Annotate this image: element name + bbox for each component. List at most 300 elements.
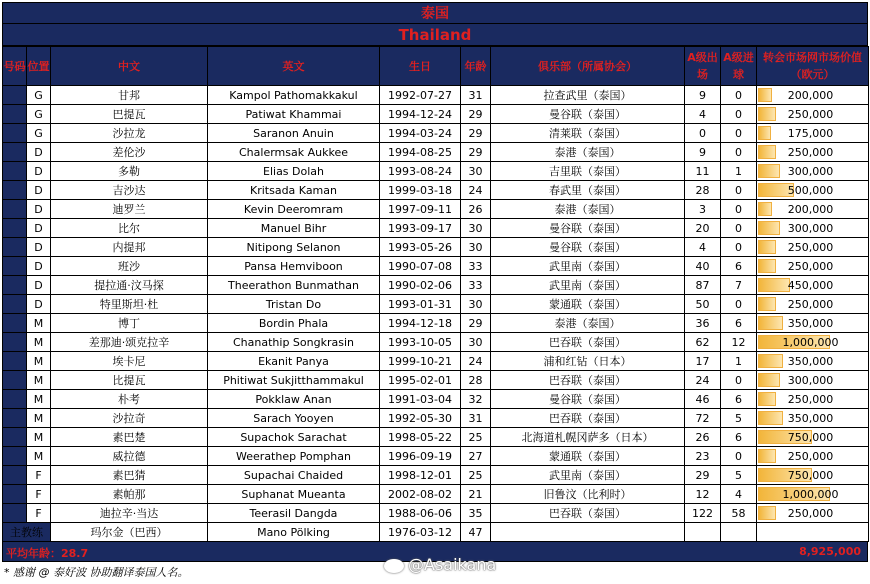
- jersey-number-cell: [3, 409, 27, 428]
- club-cell: 泰港（泰国）: [491, 314, 685, 333]
- market-value-text: 500,000: [787, 183, 834, 197]
- club-cell: 巴吞联（泰国）: [491, 504, 685, 523]
- english-name-cell: Sarach Yooyen: [208, 409, 380, 428]
- birthday-cell: 1993-09-17: [380, 219, 461, 238]
- header-number: 号码: [3, 47, 27, 86]
- player-row: [3, 333, 869, 352]
- header-row: [3, 47, 869, 86]
- english-name-cell: Patiwat Khammai: [208, 105, 380, 124]
- age-cell: 25: [461, 466, 491, 485]
- goals-cell: 1: [721, 352, 757, 371]
- caps-cell: 23: [685, 447, 721, 466]
- credit-note: * 感谢 @ 泰好波 协助翻译泰国人名。: [4, 566, 189, 579]
- market-value-bar: [758, 126, 771, 140]
- player-row: [3, 276, 869, 295]
- age-cell: 35: [461, 504, 491, 523]
- club-cell: 巴吞联（泰国）: [491, 371, 685, 390]
- goals-cell: 1: [721, 162, 757, 181]
- market-value-text: 250,000: [787, 145, 834, 159]
- birthday-cell: 1998-12-01: [380, 466, 461, 485]
- header-caps: A级出场: [685, 47, 721, 86]
- birthday-cell: 1993-10-05: [380, 333, 461, 352]
- market-value-text: 350,000: [787, 411, 834, 425]
- english-name-cell: Teerasil Dangda: [208, 504, 380, 523]
- position-cell: M: [27, 333, 51, 352]
- position-cell: G: [27, 105, 51, 124]
- market-value-text: 300,000: [787, 164, 834, 178]
- chinese-name-cell: 迪拉辛·当达: [51, 504, 208, 523]
- english-name-cell: Bordin Phala: [208, 314, 380, 333]
- coach-row: [3, 523, 869, 542]
- age-cell: 25: [461, 428, 491, 447]
- english-name-cell: Theerathon Bunmathan: [208, 276, 380, 295]
- jersey-number-cell: [3, 352, 27, 371]
- player-row: [3, 105, 869, 124]
- market-value-text: 750,000: [787, 468, 834, 482]
- market-value-text: 175,000: [787, 126, 834, 140]
- birthday-cell: 1998-05-22: [380, 428, 461, 447]
- chinese-name-cell: 素巴楚: [51, 428, 208, 447]
- player-row: [3, 504, 869, 523]
- market-value-cell: [757, 162, 869, 181]
- market-value-bar: [758, 164, 780, 178]
- market-value-cell: [757, 124, 869, 143]
- market-value-bar: [758, 449, 776, 463]
- club-cell: 巴吞联（泰国）: [491, 409, 685, 428]
- market-value-cell: [757, 371, 869, 390]
- market-value-cell: [757, 257, 869, 276]
- club-cell: 武里南（泰国）: [491, 276, 685, 295]
- birthday-cell: 1993-05-26: [380, 238, 461, 257]
- age-cell: 32: [461, 390, 491, 409]
- chinese-name-cell: 比尔: [51, 219, 208, 238]
- jersey-number-cell: [3, 124, 27, 143]
- goals-cell: 58: [721, 504, 757, 523]
- chinese-name-cell: 差伦沙: [51, 143, 208, 162]
- market-value-cell: [757, 466, 869, 485]
- player-row: [3, 352, 869, 371]
- jersey-number-cell: [3, 238, 27, 257]
- caps-cell: 26: [685, 428, 721, 447]
- coach-empty-cell: [721, 523, 757, 542]
- market-value-bar: [758, 221, 780, 235]
- jersey-number-cell: [3, 86, 27, 105]
- position-cell: D: [27, 238, 51, 257]
- chinese-name-cell: 迪罗兰: [51, 200, 208, 219]
- jersey-number-cell: [3, 447, 27, 466]
- goals-cell: 0: [721, 143, 757, 162]
- goals-cell: 7: [721, 276, 757, 295]
- caps-cell: 24: [685, 371, 721, 390]
- market-value-bar: [758, 107, 776, 121]
- market-value-cell: [757, 200, 869, 219]
- caps-cell: 12: [685, 485, 721, 504]
- weibo-logo-icon: [384, 559, 404, 573]
- jersey-number-cell: [3, 219, 27, 238]
- market-value-text: 250,000: [787, 259, 834, 273]
- caps-cell: 20: [685, 219, 721, 238]
- goals-cell: 0: [721, 181, 757, 200]
- english-name-cell: Kampol Pathomakkakul: [208, 86, 380, 105]
- market-value-cell: [757, 485, 869, 504]
- position-cell: D: [27, 276, 51, 295]
- market-value-cell: [757, 314, 869, 333]
- title-chinese: 泰国: [2, 2, 868, 24]
- birthday-cell: 1991-03-04: [380, 390, 461, 409]
- market-value-bar: [758, 506, 776, 520]
- age-cell: 30: [461, 162, 491, 181]
- market-value-cell: [757, 181, 869, 200]
- watermark-text: @Asaikana: [408, 555, 497, 574]
- caps-cell: 28: [685, 181, 721, 200]
- header-english-name: 英文: [208, 47, 380, 86]
- english-name-cell: Supachok Sarachat: [208, 428, 380, 447]
- market-value-text: 350,000: [787, 316, 834, 330]
- position-cell: F: [27, 504, 51, 523]
- english-name-cell: Nitipong Selanon: [208, 238, 380, 257]
- jersey-number-cell: [3, 333, 27, 352]
- player-row: [3, 447, 869, 466]
- club-cell: 吉里联（泰国）: [491, 162, 685, 181]
- club-cell: 春武里（泰国）: [491, 181, 685, 200]
- age-cell: 30: [461, 295, 491, 314]
- goals-cell: 5: [721, 466, 757, 485]
- club-cell: 泰港（泰国）: [491, 200, 685, 219]
- club-cell: 泰港（泰国）: [491, 143, 685, 162]
- goals-cell: 12: [721, 333, 757, 352]
- market-value-cell: [757, 333, 869, 352]
- market-value-text: 250,000: [787, 297, 834, 311]
- header-chinese-name: 中文: [51, 47, 208, 86]
- chinese-name-cell: 朴考: [51, 390, 208, 409]
- age-cell: 31: [461, 409, 491, 428]
- position-cell: M: [27, 409, 51, 428]
- club-cell: 武里南（泰国）: [491, 257, 685, 276]
- position-cell: F: [27, 485, 51, 504]
- goals-cell: 0: [721, 86, 757, 105]
- goals-cell: 6: [721, 314, 757, 333]
- chinese-name-cell: 素巴猜: [51, 466, 208, 485]
- coach-empty-cell: [685, 523, 721, 542]
- chinese-name-cell: 沙拉龙: [51, 124, 208, 143]
- jersey-number-cell: [3, 162, 27, 181]
- market-value-text: 1,000,000: [782, 335, 839, 349]
- market-value-text: 300,000: [787, 221, 834, 235]
- age-cell: 29: [461, 124, 491, 143]
- jersey-number-cell: [3, 504, 27, 523]
- birthday-cell: 1995-02-01: [380, 371, 461, 390]
- coach-chinese-name: 玛尔金（巴西）: [51, 523, 208, 542]
- goals-cell: 0: [721, 238, 757, 257]
- age-cell: 28: [461, 371, 491, 390]
- club-cell: 北海道札幌冈萨多（日本）: [491, 428, 685, 447]
- birthday-cell: 1994-12-18: [380, 314, 461, 333]
- goals-cell: 0: [721, 371, 757, 390]
- roster-body: [3, 86, 869, 542]
- market-value-bar: [758, 259, 776, 273]
- market-value-cell: [757, 143, 869, 162]
- age-cell: 21: [461, 485, 491, 504]
- market-value-text: 300,000: [787, 373, 834, 387]
- player-row: [3, 485, 869, 504]
- jersey-number-cell: [3, 200, 27, 219]
- market-value-text: 250,000: [787, 449, 834, 463]
- market-value-text: 250,000: [787, 392, 834, 406]
- roster-sheet: [2, 2, 868, 562]
- market-value-bar: [758, 145, 776, 159]
- market-value-cell: [757, 390, 869, 409]
- coach-empty-cell: [491, 523, 685, 542]
- english-name-cell: Pokklaw Anan: [208, 390, 380, 409]
- chinese-name-cell: 威拉德: [51, 447, 208, 466]
- goals-cell: 0: [721, 219, 757, 238]
- jersey-number-cell: [3, 390, 27, 409]
- jersey-number-cell: [3, 257, 27, 276]
- goals-cell: 6: [721, 390, 757, 409]
- market-value-bar: [758, 202, 772, 216]
- jersey-number-cell: [3, 371, 27, 390]
- club-cell: 曼谷联（泰国）: [491, 105, 685, 124]
- goals-cell: 5: [721, 409, 757, 428]
- market-value-bar: [758, 354, 783, 368]
- birthday-cell: 1992-07-27: [380, 86, 461, 105]
- title-english: Thailand: [2, 24, 868, 46]
- position-cell: D: [27, 162, 51, 181]
- goals-cell: 6: [721, 257, 757, 276]
- chinese-name-cell: 博丁: [51, 314, 208, 333]
- market-value-cell: [757, 352, 869, 371]
- caps-cell: 29: [685, 466, 721, 485]
- position-cell: M: [27, 447, 51, 466]
- age-cell: 29: [461, 105, 491, 124]
- caps-cell: 17: [685, 352, 721, 371]
- chinese-name-cell: 提拉通·汶马探: [51, 276, 208, 295]
- coach-birthday: 1976-03-12: [380, 523, 461, 542]
- header-goals: A级进球: [721, 47, 757, 86]
- player-row: [3, 371, 869, 390]
- club-cell: 拉查武里（泰国）: [491, 86, 685, 105]
- jersey-number-cell: [3, 485, 27, 504]
- chinese-name-cell: 内提邦: [51, 238, 208, 257]
- caps-cell: 3: [685, 200, 721, 219]
- english-name-cell: Suphanat Mueanta: [208, 485, 380, 504]
- player-row: [3, 314, 869, 333]
- player-row: [3, 257, 869, 276]
- birthday-cell: 1990-02-06: [380, 276, 461, 295]
- club-cell: 蒙通联（泰国）: [491, 295, 685, 314]
- position-cell: D: [27, 219, 51, 238]
- chinese-name-cell: 素帕那: [51, 485, 208, 504]
- player-row: [3, 86, 869, 105]
- chinese-name-cell: 埃卡尼: [51, 352, 208, 371]
- header-club: 俱乐部（所属协会）: [491, 47, 685, 86]
- position-cell: M: [27, 390, 51, 409]
- market-value-cell: [757, 447, 869, 466]
- chinese-name-cell: 班沙: [51, 257, 208, 276]
- market-value-text: 200,000: [787, 202, 834, 216]
- jersey-number-cell: [3, 181, 27, 200]
- english-name-cell: Pansa Hemviboon: [208, 257, 380, 276]
- age-cell: 24: [461, 352, 491, 371]
- position-cell: M: [27, 314, 51, 333]
- age-cell: 31: [461, 86, 491, 105]
- caps-cell: 11: [685, 162, 721, 181]
- total-market-value: 8,925,000: [799, 545, 861, 558]
- market-value-cell: [757, 219, 869, 238]
- market-value-text: 250,000: [787, 240, 834, 254]
- market-value-cell: [757, 86, 869, 105]
- chinese-name-cell: 甘邦: [51, 86, 208, 105]
- player-row: [3, 295, 869, 314]
- market-value-bar: [758, 297, 776, 311]
- birthday-cell: 1999-10-21: [380, 352, 461, 371]
- caps-cell: 87: [685, 276, 721, 295]
- birthday-cell: 1994-12-24: [380, 105, 461, 124]
- birthday-cell: 1999-03-18: [380, 181, 461, 200]
- club-cell: 曼谷联（泰国）: [491, 390, 685, 409]
- player-row: [3, 162, 869, 181]
- player-row: [3, 124, 869, 143]
- birthday-cell: 1997-09-11: [380, 200, 461, 219]
- chinese-name-cell: 沙拉奇: [51, 409, 208, 428]
- age-cell: 26: [461, 200, 491, 219]
- header-market-value: 转会市场网市场价值（欧元）: [757, 47, 869, 86]
- jersey-number-cell: [3, 295, 27, 314]
- club-cell: 旧鲁汶（比利时）: [491, 485, 685, 504]
- player-row: [3, 428, 869, 447]
- caps-cell: 50: [685, 295, 721, 314]
- position-cell: F: [27, 466, 51, 485]
- market-value-bar: [758, 392, 776, 406]
- english-name-cell: Kevin Deeromram: [208, 200, 380, 219]
- market-value-text: 1,000,000: [782, 487, 839, 501]
- market-value-cell: [757, 238, 869, 257]
- english-name-cell: Saranon Anuin: [208, 124, 380, 143]
- jersey-number-cell: [3, 105, 27, 124]
- chinese-name-cell: 吉沙达: [51, 181, 208, 200]
- position-cell: M: [27, 371, 51, 390]
- market-value-cell: [757, 276, 869, 295]
- age-cell: 30: [461, 238, 491, 257]
- age-cell: 30: [461, 219, 491, 238]
- jersey-number-cell: [3, 466, 27, 485]
- market-value-bar: [758, 278, 790, 292]
- birthday-cell: 1994-03-24: [380, 124, 461, 143]
- english-name-cell: Elias Dolah: [208, 162, 380, 181]
- position-cell: G: [27, 86, 51, 105]
- club-cell: 曼谷联（泰国）: [491, 219, 685, 238]
- market-value-text: 350,000: [787, 354, 834, 368]
- english-name-cell: Weerathep Pomphan: [208, 447, 380, 466]
- header-age: 年龄: [461, 47, 491, 86]
- english-name-cell: Tristan Do: [208, 295, 380, 314]
- age-cell: 27: [461, 447, 491, 466]
- market-value-bar: [758, 88, 772, 102]
- market-value-text: 450,000: [787, 278, 834, 292]
- watermark: [384, 555, 496, 574]
- market-value-text: 750,000: [787, 430, 834, 444]
- goals-cell: 0: [721, 124, 757, 143]
- coach-age: 47: [461, 523, 491, 542]
- market-value-text: 200,000: [787, 88, 834, 102]
- coach-english-name: Mano Pölking: [208, 523, 380, 542]
- age-cell: 30: [461, 333, 491, 352]
- chinese-name-cell: 比提瓦: [51, 371, 208, 390]
- coach-label: 主教练: [3, 523, 51, 542]
- birthday-cell: 1990-07-08: [380, 257, 461, 276]
- position-cell: D: [27, 200, 51, 219]
- market-value-bar: [758, 411, 783, 425]
- english-name-cell: Chanathip Songkrasin: [208, 333, 380, 352]
- club-cell: 武里南（泰国）: [491, 466, 685, 485]
- caps-cell: 122: [685, 504, 721, 523]
- market-value-text: 250,000: [787, 506, 834, 520]
- english-name-cell: Supachai Chaided: [208, 466, 380, 485]
- position-cell: M: [27, 352, 51, 371]
- caps-cell: 46: [685, 390, 721, 409]
- player-row: [3, 143, 869, 162]
- player-row: [3, 219, 869, 238]
- club-cell: 清莱联（泰国）: [491, 124, 685, 143]
- player-row: [3, 466, 869, 485]
- age-cell: 33: [461, 276, 491, 295]
- birthday-cell: 1988-06-06: [380, 504, 461, 523]
- english-name-cell: Chalermsak Aukkee: [208, 143, 380, 162]
- caps-cell: 4: [685, 105, 721, 124]
- caps-cell: 40: [685, 257, 721, 276]
- player-row: [3, 238, 869, 257]
- age-cell: 24: [461, 181, 491, 200]
- caps-cell: 72: [685, 409, 721, 428]
- age-cell: 29: [461, 143, 491, 162]
- caps-cell: 36: [685, 314, 721, 333]
- caps-cell: 9: [685, 86, 721, 105]
- chinese-name-cell: 巴提瓦: [51, 105, 208, 124]
- jersey-number-cell: [3, 143, 27, 162]
- club-cell: 浦和红钻（日本）: [491, 352, 685, 371]
- caps-cell: 9: [685, 143, 721, 162]
- caps-cell: 62: [685, 333, 721, 352]
- age-cell: 33: [461, 257, 491, 276]
- position-cell: D: [27, 143, 51, 162]
- position-cell: D: [27, 181, 51, 200]
- header-birthday: 生日: [380, 47, 461, 86]
- club-cell: 巴吞联（泰国）: [491, 333, 685, 352]
- club-cell: 蒙通联（泰国）: [491, 447, 685, 466]
- average-age: 平均年龄：28.7: [6, 547, 89, 560]
- player-row: [3, 409, 869, 428]
- market-value-text: 250,000: [787, 107, 834, 121]
- market-value-cell: [757, 295, 869, 314]
- caps-cell: 0: [685, 124, 721, 143]
- jersey-number-cell: [3, 428, 27, 447]
- market-value-cell: [757, 428, 869, 447]
- coach-empty-cell: [757, 523, 869, 542]
- market-value-cell: [757, 409, 869, 428]
- header-position: 位置: [27, 47, 51, 86]
- english-name-cell: Phitiwat Sukjitthammakul: [208, 371, 380, 390]
- chinese-name-cell: 差那迪·颂克拉辛: [51, 333, 208, 352]
- market-value-bar: [758, 240, 776, 254]
- birthday-cell: 1994-08-25: [380, 143, 461, 162]
- position-cell: G: [27, 124, 51, 143]
- market-value-bar: [758, 316, 783, 330]
- english-name-cell: Kritsada Kaman: [208, 181, 380, 200]
- chinese-name-cell: 多勒: [51, 162, 208, 181]
- goals-cell: 6: [721, 428, 757, 447]
- position-cell: D: [27, 257, 51, 276]
- goals-cell: 0: [721, 200, 757, 219]
